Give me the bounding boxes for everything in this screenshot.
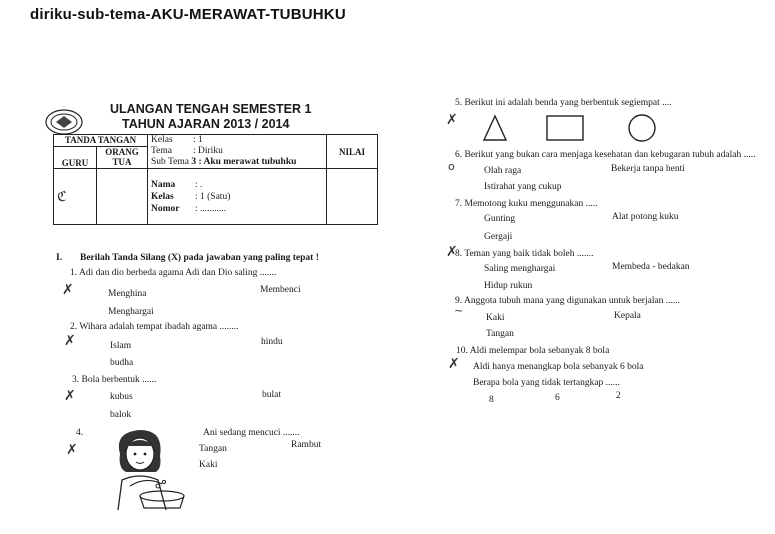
answer-mark-icon: ~ xyxy=(454,304,464,317)
q10-option-a: 8 xyxy=(489,395,494,405)
nama-label: Nama xyxy=(151,180,176,190)
answer-mark-icon: ✗ xyxy=(446,112,458,128)
nilai-cell xyxy=(327,169,378,225)
q1-option-b: Membenci xyxy=(260,285,301,295)
q8-option-c: Hidup rukun xyxy=(484,281,533,291)
question-2: 2. Wihara adalah tempat ibadah agama ........ xyxy=(70,322,239,332)
subtema-label: Sub Tema xyxy=(151,157,189,167)
guru-header: GURU xyxy=(54,146,97,168)
subtema-value: 3 : Aku merawat tubuhku xyxy=(191,157,297,167)
q6-option-b: Bekerja tanpa henti xyxy=(611,164,685,174)
page-title: diriku-sub-tema-AKU-MERAWAT-TUBUHKU xyxy=(30,6,346,23)
q4-option-a: Tangan xyxy=(199,444,227,454)
q9-option-b: Kepala xyxy=(614,311,641,321)
question-3: 3. Bola berbentuk ...... xyxy=(72,375,157,385)
answer-mark-icon: o xyxy=(448,160,455,173)
q10-line-3: Berapa bola yang tidak tertangkap ...... xyxy=(473,378,620,388)
q1-option-a: Menghina xyxy=(108,289,147,299)
girl-washing-hands-icon xyxy=(100,424,188,512)
q10-option-c: 2 xyxy=(616,391,621,401)
kelas-label: Kelas xyxy=(151,135,173,145)
answer-mark-icon: ✗ xyxy=(64,333,76,349)
class-info-cell xyxy=(148,135,327,169)
q7-option-c: Gergaji xyxy=(484,232,513,242)
square-icon xyxy=(545,114,585,142)
q2-option-a: Islam xyxy=(110,341,132,351)
q7-option-a: Gunting xyxy=(484,214,516,224)
question-4: 4. xyxy=(76,428,84,438)
orang-tua-signature-cell xyxy=(97,169,148,225)
tema-value: : Diriku xyxy=(193,146,223,156)
question-5: 5. Berikut ini adalah benda yang berbentuk segiempat .... xyxy=(455,98,672,108)
answer-mark-icon: ✗ xyxy=(448,356,460,372)
answer-mark-icon: ✗ xyxy=(62,282,74,298)
q8-option-a: Saling menghargai xyxy=(484,264,556,274)
instruction-text: Berilah Tanda Silang (X) pada jawaban yang paling tepat ! xyxy=(80,253,319,263)
nomor-value: : ........... xyxy=(195,204,227,214)
kelas2-value: : 1 (Satu) xyxy=(195,192,231,202)
q3-option-b: bulat xyxy=(262,390,281,400)
nama-value: : . xyxy=(195,180,203,190)
identity-table xyxy=(53,134,378,225)
guru-signature-cell xyxy=(54,169,97,225)
answer-mark-icon: ✗ xyxy=(64,388,76,404)
question-8: 8. Teman yang baik tidak boleh ....... xyxy=(455,249,594,259)
tanda-tangan-header: TANDA TANGAN xyxy=(54,135,148,147)
question-9: 9. Anggota tubuh mana yang digunakan untuk berjalan ...... xyxy=(455,296,681,306)
exam-title: ULANGAN TENGAH SEMESTER 1 xyxy=(110,102,312,116)
instruction-number: I. xyxy=(56,253,63,263)
q7-option-b: Alat potong kuku xyxy=(612,212,679,222)
q10-line-2: Aldi hanya menangkap bola sebanyak 6 bola xyxy=(473,362,644,372)
q2-option-b: hindu xyxy=(261,337,283,347)
question-7: 7. Memotong kuku menggunakan ..... xyxy=(455,199,598,209)
q6-option-a: Olah raga xyxy=(484,166,522,176)
answer-mark-icon: ✗ xyxy=(446,244,458,260)
q8-option-b: Membeda - bedakan xyxy=(612,262,690,272)
signature-mark-icon: ℭ xyxy=(57,188,67,205)
triangle-icon xyxy=(482,114,508,142)
q3-option-a: kubus xyxy=(110,392,133,402)
q2-option-c: budha xyxy=(110,358,134,368)
nilai-header: NILAI xyxy=(327,135,378,169)
logo-seal-icon xyxy=(44,108,84,136)
orang-tua-header: ORANG TUA xyxy=(97,146,148,168)
q4-statement: Ani sedang mencuci ....... xyxy=(203,428,300,438)
kelas-value: : 1 xyxy=(193,135,203,145)
q9-option-a: Kaki xyxy=(486,313,505,323)
q6-option-c: Istirahat yang cukup xyxy=(484,182,562,192)
q1-option-c: Menghargai xyxy=(108,307,154,317)
q4-option-b: Rambut xyxy=(291,440,322,450)
q9-option-c: Tangan xyxy=(486,329,514,339)
question-6: 6. Berikut yang bukan cara menjaga kesehatan dan kebugaran tubuh adalah ..... xyxy=(455,150,756,160)
tema-label: Tema xyxy=(151,146,172,156)
answer-mark-icon: ✗ xyxy=(66,442,78,458)
question-10: 10. Aldi melempar bola sebanyak 8 bola xyxy=(456,346,610,356)
circle-icon xyxy=(626,112,658,144)
student-info-cell xyxy=(148,169,327,225)
kelas2-label: Kelas xyxy=(151,192,174,202)
question-1: 1. Adi dan dio berbeda agama Adi dan Dio saling ....... xyxy=(70,268,277,278)
q3-option-c: balok xyxy=(110,410,132,420)
nomor-label: Nomor xyxy=(151,204,180,214)
q4-option-c: Kaki xyxy=(199,460,218,470)
q10-option-b: 6 xyxy=(555,393,560,403)
exam-year: TAHUN AJARAN 2013 / 2014 xyxy=(122,117,290,131)
